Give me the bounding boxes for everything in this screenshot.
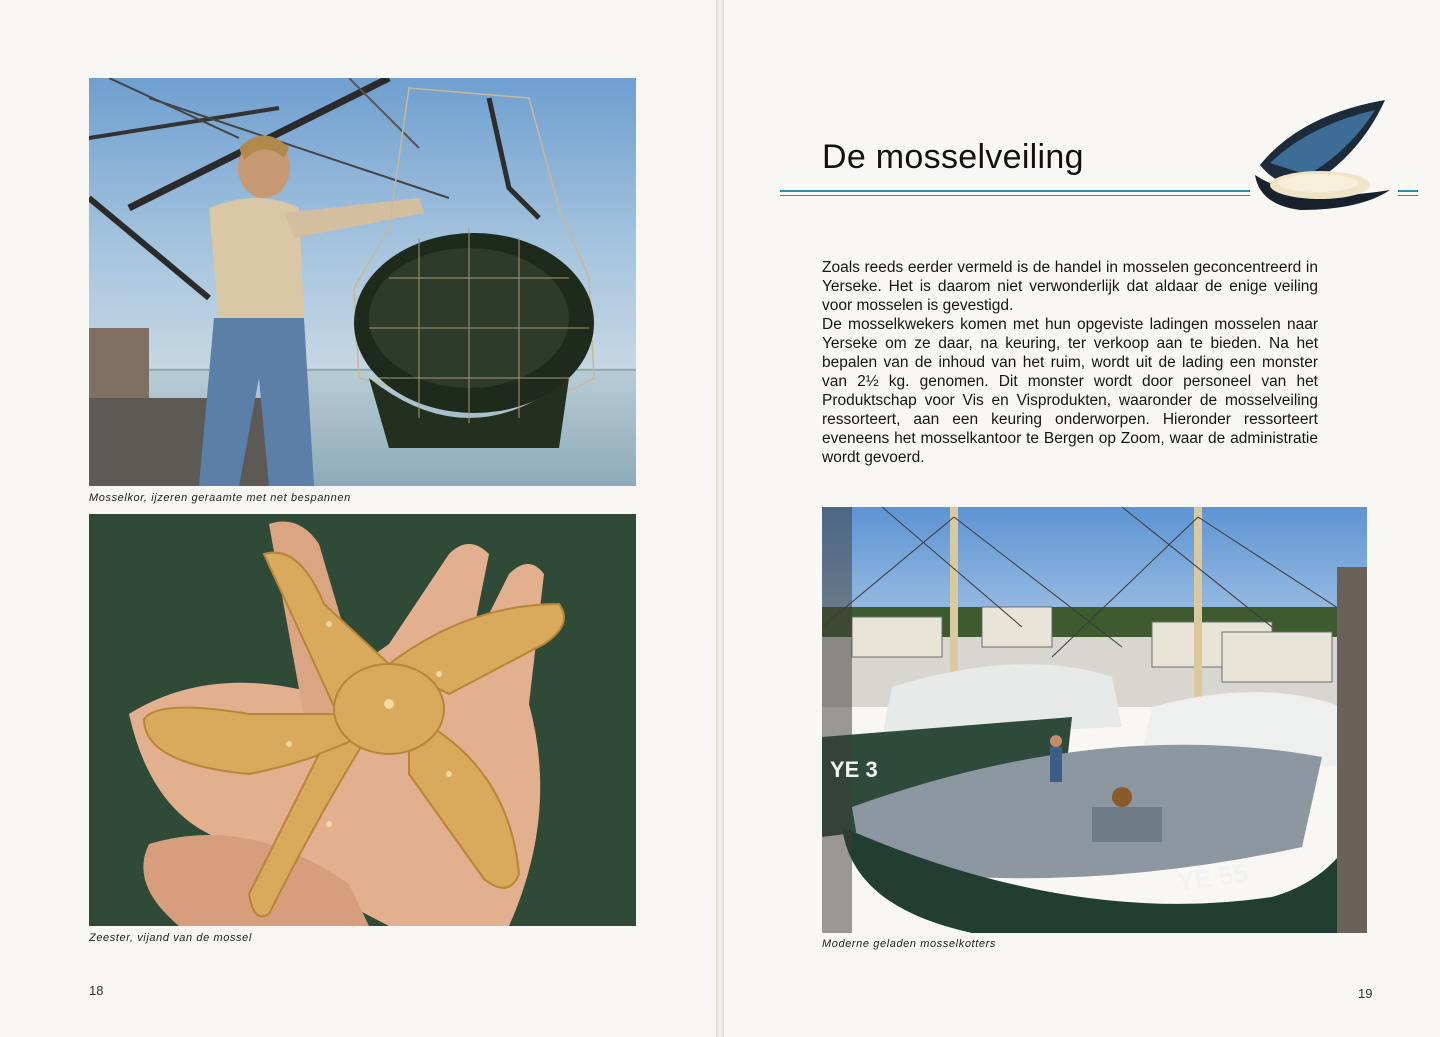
header-rule-thin	[780, 195, 1250, 196]
boat-label-ye3: YE 3	[830, 757, 878, 782]
header-rule-end-thin	[1398, 195, 1418, 196]
photo-caption-starfish: Zeester, vijand van de mossel	[89, 932, 252, 944]
chapter-title: De mosselveiling	[822, 138, 1084, 176]
paragraph-1: Zoals reeds eerder vermeld is de handel in mosselen geconcentreerd in Yerseke. Het is daarom niet verwonderlijk dat aldaar de enige veiling voor mosselen is gevestigd.	[822, 259, 1318, 314]
page-number-left: 18	[89, 983, 104, 998]
header-rule	[780, 190, 1250, 192]
photo-caption-boats: Moderne geladen mosselkotters	[822, 938, 996, 950]
mussel-shell-illustration	[1240, 95, 1400, 215]
starfish-photo	[89, 514, 636, 926]
photo-caption-net: Mosselkor, ijzeren geraamte met net bespannen	[89, 492, 351, 504]
article-body	[822, 258, 1318, 467]
boat-label-ye55: YE 55	[1175, 857, 1250, 898]
page-number-right: 19	[1358, 986, 1373, 1001]
mussel-boats-photo	[822, 507, 1367, 933]
header-rule-end	[1398, 190, 1418, 192]
paragraph-2: De mosselkwekers komen met hun opgeviste ladingen mosselen naar Yerseke om ze daar, na keuring, ter verkoop aan te bieden. Na het bepalen van de inhoud van het ruim, wordt uit de lading een monster van 2½ kg. genomen. Dit monster wordt door personeel van het Produktschap voor Vis en Visprodukten, waaronder de mosselveiling ressorteert, aan een keuring onderworpen. Hieronder ressorteert eveneens het mosselkantoor te Bergen op Zoom, waar de administratie wordt gevoerd.	[822, 316, 1318, 466]
mussel-net-photo	[89, 78, 636, 486]
book-gutter	[716, 0, 724, 1037]
